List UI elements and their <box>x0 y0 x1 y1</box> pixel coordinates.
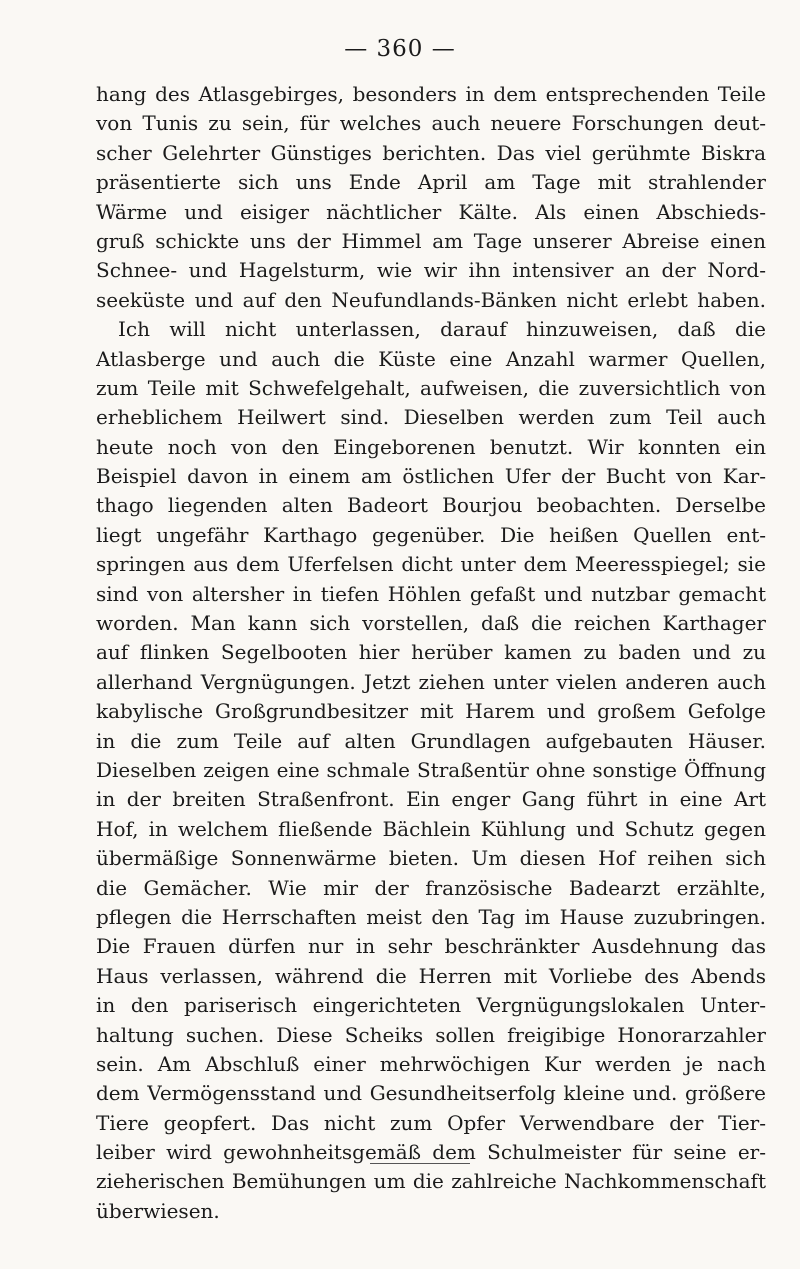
text-line: Schnee- und Hagelsturm, wie wir ihn intensiver an der Nord- <box>96 258 766 283</box>
text-line: allerhand Vergnügungen. Jetzt ziehen unter vielen anderen auch <box>96 669 766 694</box>
text-line: leiber wird gewohnheitsgemäß dem Schulmeister für seine er- <box>96 1140 766 1165</box>
text-line: haltung suchen. Diese Scheiks sollen freigibige Honorarzahler <box>96 1022 766 1047</box>
text-line: sind von altersher in tiefen Höhlen gefaßt und nutzbar gemacht <box>96 581 766 606</box>
section-divider <box>370 1163 470 1164</box>
text-line: zieherischen Bemühungen um die zahlreiche Nachkommenschaft <box>96 1169 766 1194</box>
text-line: seeküste und auf den Neufundlands-Bänken nicht erlebt haben. <box>96 287 766 312</box>
text-line: überwiesen. <box>96 1198 220 1223</box>
text-line: in die zum Teile auf alten Grundlagen aufgebauten Häuser. <box>96 728 766 753</box>
text-line: von Tunis zu sein, für welches auch neuere Forschungen deut- <box>96 111 766 136</box>
text-line: erheblichem Heilwert sind. Dieselben werden zum Teil auch <box>96 405 766 430</box>
text-line: auf flinken Segelbooten hier herüber kamen zu baden und zu <box>96 640 766 665</box>
text-line: thago liegenden alten Badeort Bourjou beobachten. Derselbe <box>96 493 766 518</box>
text-line: kabylische Großgrundbesitzer mit Harem und großem Gefolge <box>96 699 766 724</box>
body-text <box>96 80 766 1226</box>
text-line: springen aus dem Uferfelsen dicht unter dem Meeresspiegel; sie <box>96 552 766 577</box>
text-line: Haus verlassen, während die Herren mit Vorliebe des Abends <box>96 963 766 988</box>
text-line: sein. Am Abschluß einer mehrwöchigen Kur werden je nach <box>96 1051 766 1076</box>
text-line: Atlasberge und auch die Küste eine Anzahl warmer Quellen, <box>96 346 766 371</box>
text-line: die Gemächer. Wie mir der französische Badearzt erzählte, <box>96 875 766 900</box>
text-line: übermäßige Sonnenwärme bieten. Um diesen Hof reihen sich <box>96 846 766 871</box>
text-line: Ich will nicht unterlassen, darauf hinzuweisen, daß die <box>118 317 766 342</box>
text-line: hang des Atlasgebirges, besonders in dem entsprechenden Teile <box>96 82 766 106</box>
text-line: Wärme und eisiger nächtlicher Kälte. Als einen Abschieds- <box>96 199 766 224</box>
text-line: pflegen die Herrschaften meist den Tag im Hause zuzubringen. <box>96 904 766 929</box>
text-line: zum Teile mit Schwefelgehalt, aufweisen, die zuversichtlich von <box>96 375 766 400</box>
text-line: scher Gelehrter Günstiges berichten. Das viel gerühmte Biskra <box>96 140 766 165</box>
text-line: liegt ungefähr Karthago gegenüber. Die heißen Quellen ent- <box>96 522 766 547</box>
text-line: Die Frauen dürfen nur in sehr beschränkter Ausdehnung das <box>96 934 766 959</box>
text-line: Beispiel davon in einem am östlichen Ufer der Bucht von Kar- <box>96 464 766 489</box>
text-line: dem Vermögensstand und Gesundheitserfolg kleine und. größere <box>96 1081 766 1106</box>
text-line: in den pariserisch eingerichteten Vergnügungslokalen Unter- <box>96 993 766 1018</box>
text-line: präsentierte sich uns Ende April am Tage mit strahlender <box>96 170 766 195</box>
page-number-header: — 360 — <box>344 36 456 62</box>
text-line: Hof, in welchem fließende Bächlein Kühlung und Schutz gegen <box>96 816 766 841</box>
text-line: heute noch von den Eingeborenen benutzt. Wir konnten ein <box>96 434 766 459</box>
text-line: in der breiten Straßenfront. Ein enger Gang führt in eine Art <box>96 787 766 812</box>
text-line: Tiere geopfert. Das nicht zum Opfer Verwendbare der Tier- <box>96 1110 766 1135</box>
text-line: gruß schickte uns der Himmel am Tage unserer Abreise einen <box>96 228 766 253</box>
text-line: Dieselben zeigen eine schmale Straßentür ohne sonstige Öffnung <box>96 757 766 782</box>
text-line: worden. Man kann sich vorstellen, daß die reichen Karthager <box>96 611 766 636</box>
